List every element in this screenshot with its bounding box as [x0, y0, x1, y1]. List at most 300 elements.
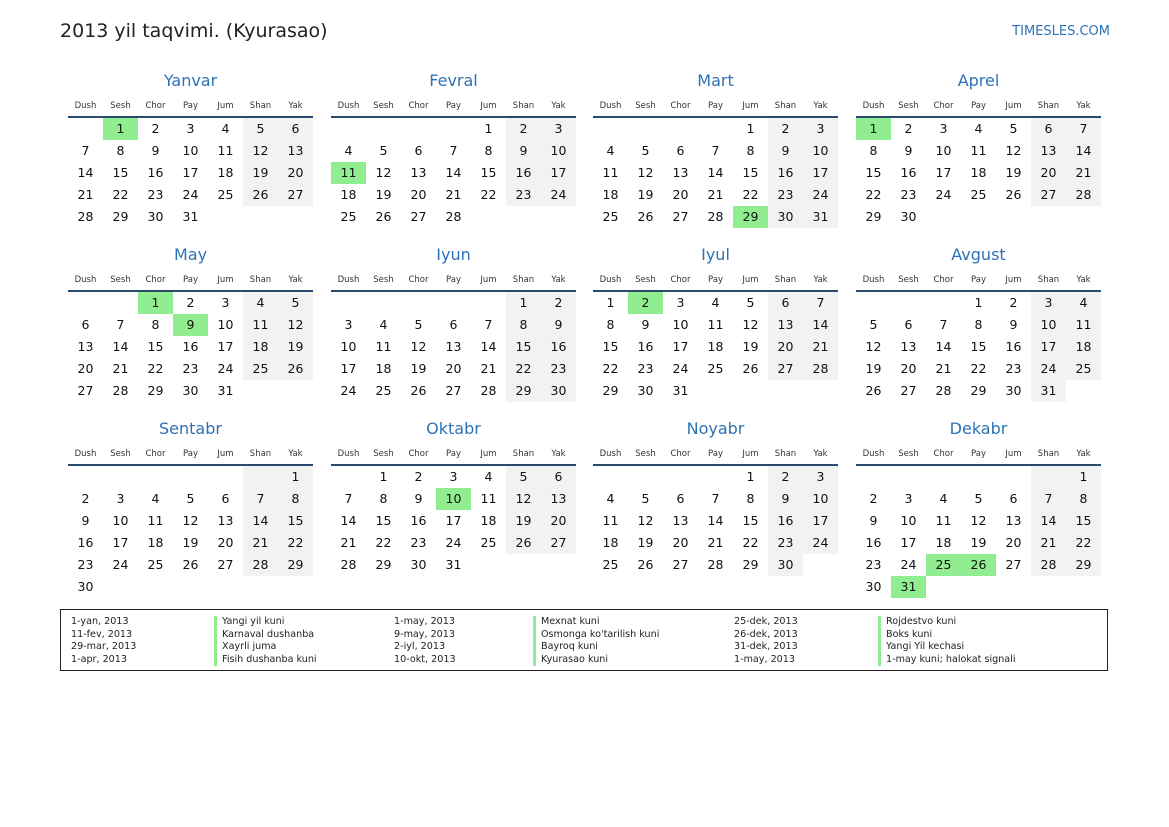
day-cell: 25 [217, 187, 234, 202]
day-cell: 9 [869, 513, 878, 528]
day-cell: 24 [672, 361, 689, 376]
legend-dates-column [71, 616, 136, 666]
day-cell: 12 [865, 339, 882, 354]
weekday-label: Sesh [373, 275, 394, 285]
day-cell: 4 [1066, 292, 1101, 314]
empty-day-cell [996, 466, 1031, 488]
day-cell: 20 [1005, 535, 1022, 550]
month-sentabr [68, 418, 313, 598]
weekday-label: Shan [249, 275, 272, 285]
weekday-label: Yak [551, 275, 566, 285]
empty-day-cell [331, 292, 366, 314]
empty-day-cell [593, 466, 628, 488]
legend-date: 26-dek, 2013 [734, 628, 798, 640]
day-cell: 19 [182, 535, 199, 550]
month-mart [593, 70, 838, 228]
weekday-label: Yak [813, 275, 828, 285]
day-cell: 7 [939, 317, 948, 332]
day-cell: 14 [480, 339, 497, 354]
day-cell: 13 [672, 513, 689, 528]
day-cell: 4 [379, 317, 388, 332]
day-cell: 21 [445, 187, 462, 202]
day-cell: 16 [410, 513, 427, 528]
empty-day-cell [891, 292, 926, 314]
day-cell: 19 [637, 187, 654, 202]
weekday-label: Dush [74, 101, 97, 111]
day-cell: 21 [803, 336, 838, 358]
day-cell: 10 [541, 140, 576, 162]
empty-day-cell [1066, 576, 1101, 598]
weekday-label: Chor [670, 101, 691, 111]
day-cell: 4 [151, 491, 160, 506]
day-cell: 25 [1066, 358, 1101, 380]
day-cell: 11 [935, 513, 952, 528]
day-cell: 6 [676, 143, 685, 158]
legend-holiday-name: Kyurasao kuni [533, 654, 659, 667]
month-name: Dekabr [949, 419, 1008, 438]
day-cell: 16 [147, 165, 164, 180]
empty-day-cell [103, 292, 138, 314]
site-link[interactable]: TIMESLES.COM [1012, 24, 1110, 39]
weekday-label: Shan [249, 101, 272, 111]
day-cell: 23 [410, 535, 427, 550]
day-cell: 25 [243, 358, 278, 380]
day-cell: 9 [506, 140, 541, 162]
day-cell: 7 [243, 488, 278, 510]
day-cell: 30 [637, 383, 654, 398]
day-cell: 15 [865, 165, 882, 180]
day-cell: 21 [340, 535, 357, 550]
empty-day-cell [593, 118, 628, 140]
day-cell: 29 [865, 209, 882, 224]
day-cell: 20 [541, 510, 576, 532]
day-cell: 29 [1066, 554, 1101, 576]
day-cell: 29 [742, 557, 759, 572]
day-cell: 20 [445, 361, 462, 376]
weekday-label: Chor [408, 449, 429, 459]
day-cell: 18 [480, 513, 497, 528]
weekday-label: Jum [1005, 275, 1022, 285]
day-cell: 11 [970, 143, 987, 158]
weekday-label: Pay [446, 449, 461, 459]
weekday-header-row [856, 99, 1101, 118]
day-cell: 8 [151, 317, 160, 332]
month-avgust [856, 244, 1101, 402]
day-cell: 3 [221, 295, 230, 310]
day-cell: 16 [637, 339, 654, 354]
day-cell: 12 [410, 339, 427, 354]
day-cell: 22 [742, 187, 759, 202]
empty-day-cell [856, 466, 891, 488]
day-cell: 13 [445, 339, 462, 354]
empty-day-cell [278, 576, 313, 598]
day-cell: 1 [1066, 466, 1101, 488]
day-cell: 27 [445, 383, 462, 398]
day-cell: 6 [449, 317, 458, 332]
weekday-label: Chor [933, 101, 954, 111]
weekday-label: Pay [708, 449, 723, 459]
day-cell: 26 [961, 554, 996, 576]
day-cell: 30 [1005, 383, 1022, 398]
weekday-label: Sesh [635, 101, 656, 111]
weekday-label: Dush [599, 275, 622, 285]
day-cell: 19 [865, 361, 882, 376]
empty-day-cell [926, 206, 961, 228]
day-cell: 12 [970, 513, 987, 528]
day-cell: 26 [278, 358, 313, 380]
empty-day-cell [331, 466, 366, 488]
weekday-label: Chor [408, 275, 429, 285]
day-cell: 21 [243, 532, 278, 554]
weekday-label: Pay [446, 101, 461, 111]
day-cell: 7 [803, 292, 838, 314]
weekday-label: Yak [813, 449, 828, 459]
day-cell: 9 [768, 140, 803, 162]
day-cell: 29 [970, 383, 987, 398]
day-cell: 26 [182, 557, 199, 572]
empty-day-cell [331, 118, 366, 140]
day-cell: 23 [77, 557, 94, 572]
days-grid [593, 118, 838, 228]
day-cell: 3 [344, 317, 353, 332]
day-cell: 24 [900, 557, 917, 572]
day-cell: 11 [480, 491, 497, 506]
weekday-label: Dush [74, 449, 97, 459]
day-cell: 4 [344, 143, 353, 158]
day-cell: 12 [637, 513, 654, 528]
legend-date: 29-mar, 2013 [71, 641, 137, 653]
day-cell: 6 [1009, 491, 1018, 506]
day-cell: 7 [1031, 488, 1066, 510]
day-cell: 22 [602, 361, 619, 376]
day-cell: 5 [641, 491, 650, 506]
empty-day-cell [961, 466, 996, 488]
empty-day-cell [243, 576, 278, 598]
empty-day-cell [733, 380, 768, 402]
day-cell: 18 [375, 361, 392, 376]
day-cell: 21 [707, 187, 724, 202]
day-cell: 25 [147, 557, 164, 572]
weekday-label: Sesh [110, 101, 131, 111]
day-cell: 5 [186, 491, 195, 506]
day-cell: 27 [1005, 557, 1022, 572]
day-cell: 17 [672, 339, 689, 354]
day-cell: 3 [116, 491, 125, 506]
day-cell: 20 [410, 187, 427, 202]
day-cell: 4 [606, 491, 615, 506]
day-cell: 5 [278, 292, 313, 314]
day-cell: 26 [742, 361, 759, 376]
day-cell: 27 [541, 532, 576, 554]
day-cell: 7 [711, 491, 720, 506]
empty-day-cell [803, 554, 838, 576]
weekday-label: Jum [480, 275, 497, 285]
day-cell: 17 [803, 162, 838, 184]
day-cell: 31 [1031, 380, 1066, 402]
day-cell: 24 [541, 184, 576, 206]
day-cell: 11 [147, 513, 164, 528]
weekday-header-row [593, 99, 838, 118]
day-cell: 29 [506, 380, 541, 402]
weekday-label: Jum [480, 101, 497, 111]
weekday-label: Dush [74, 275, 97, 285]
day-cell: 19 [278, 336, 313, 358]
weekday-label: Sesh [635, 275, 656, 285]
day-cell: 6 [1031, 118, 1066, 140]
day-cell: 13 [217, 513, 234, 528]
day-cell: 13 [541, 488, 576, 510]
weekday-label: Sesh [110, 449, 131, 459]
empty-day-cell [926, 292, 961, 314]
weekday-header-row [331, 99, 576, 118]
day-cell: 28 [935, 383, 952, 398]
day-cell: 29 [602, 383, 619, 398]
empty-day-cell [506, 554, 541, 576]
weekday-label: Pay [971, 101, 986, 111]
day-cell: 19 [970, 535, 987, 550]
day-cell: 9 [173, 314, 208, 336]
day-cell: 15 [278, 510, 313, 532]
day-cell: 25 [970, 187, 987, 202]
day-cell: 31 [672, 383, 689, 398]
legend-names-column [214, 616, 317, 666]
days-grid [856, 118, 1101, 228]
day-cell: 22 [147, 361, 164, 376]
weekday-label: Shan [774, 275, 797, 285]
day-cell: 3 [186, 121, 195, 136]
day-cell: 5 [414, 317, 423, 332]
day-cell: 15 [742, 513, 759, 528]
weekday-label: Sesh [373, 101, 394, 111]
day-cell: 1 [379, 469, 388, 484]
day-cell: 8 [606, 317, 615, 332]
days-grid [593, 466, 838, 576]
day-cell: 30 [865, 579, 882, 594]
day-cell: 30 [410, 557, 427, 572]
day-cell: 20 [672, 187, 689, 202]
day-cell: 2 [768, 466, 803, 488]
days-grid [331, 466, 576, 576]
day-cell: 14 [1066, 140, 1101, 162]
day-cell: 15 [1066, 510, 1101, 532]
empty-day-cell [243, 466, 278, 488]
day-cell: 31 [803, 206, 838, 228]
day-cell: 18 [602, 187, 619, 202]
day-cell: 16 [1005, 339, 1022, 354]
empty-day-cell [961, 576, 996, 598]
day-cell: 7 [116, 317, 125, 332]
days-grid [593, 292, 838, 402]
weekday-label: Yak [288, 275, 303, 285]
day-cell: 28 [77, 209, 94, 224]
month-name: Yanvar [163, 71, 218, 90]
weekday-label: Shan [774, 449, 797, 459]
day-cell: 21 [112, 361, 129, 376]
legend-names-column [533, 616, 659, 666]
day-cell: 30 [768, 206, 803, 228]
weekday-label: Chor [670, 275, 691, 285]
day-cell: 3 [803, 466, 838, 488]
day-cell: 28 [112, 383, 129, 398]
day-cell: 17 [900, 535, 917, 550]
empty-day-cell [628, 118, 663, 140]
month-fevral [331, 70, 576, 228]
day-cell: 4 [939, 491, 948, 506]
empty-day-cell [891, 466, 926, 488]
empty-day-cell [856, 292, 891, 314]
weekday-header-row [331, 273, 576, 292]
empty-day-cell [1031, 576, 1066, 598]
legend-holiday-name: Yangi yil kuni [214, 616, 317, 629]
day-cell: 10 [217, 317, 234, 332]
day-cell: 9 [541, 314, 576, 336]
day-cell: 19 [637, 535, 654, 550]
day-cell: 24 [935, 187, 952, 202]
day-cell: 5 [974, 491, 983, 506]
day-cell: 27 [768, 358, 803, 380]
day-cell: 28 [707, 557, 724, 572]
day-cell: 11 [375, 339, 392, 354]
day-cell: 19 [243, 162, 278, 184]
day-cell: 25 [480, 535, 497, 550]
weekday-label: Dush [337, 449, 360, 459]
day-cell: 21 [935, 361, 952, 376]
weekday-label: Chor [933, 275, 954, 285]
day-cell: 22 [1066, 532, 1101, 554]
empty-day-cell [138, 576, 173, 598]
day-cell: 2 [414, 469, 423, 484]
day-cell: 14 [243, 510, 278, 532]
day-cell: 10 [803, 488, 838, 510]
day-cell: 18 [243, 336, 278, 358]
day-cell: 5 [641, 143, 650, 158]
weekday-label: Dush [599, 449, 622, 459]
weekday-label: Dush [337, 101, 360, 111]
day-cell: 17 [935, 165, 952, 180]
day-cell: 26 [243, 184, 278, 206]
day-cell: 26 [410, 383, 427, 398]
day-cell: 19 [1005, 165, 1022, 180]
day-cell: 2 [628, 292, 663, 314]
day-cell: 19 [375, 187, 392, 202]
month-name: Mart [697, 71, 734, 90]
month-oktabr [331, 418, 576, 576]
weekday-label: Jum [742, 101, 759, 111]
legend-date: 31-dek, 2013 [734, 641, 798, 653]
day-cell: 28 [1066, 184, 1101, 206]
day-cell: 20 [768, 336, 803, 358]
weekday-label: Sesh [373, 449, 394, 459]
empty-day-cell [471, 206, 506, 228]
day-cell: 11 [217, 143, 234, 158]
weekday-label: Pay [708, 101, 723, 111]
day-cell: 30 [541, 380, 576, 402]
day-cell: 30 [77, 579, 94, 594]
month-aprel [856, 70, 1101, 228]
weekday-header-row [68, 99, 313, 118]
day-cell: 16 [865, 535, 882, 550]
day-cell: 20 [77, 361, 94, 376]
legend-date: 10-okt, 2013 [394, 653, 456, 665]
day-cell: 18 [707, 339, 724, 354]
day-cell: 17 [803, 510, 838, 532]
empty-day-cell [243, 380, 278, 402]
day-cell: 24 [445, 535, 462, 550]
weekday-label: Pay [971, 275, 986, 285]
day-cell: 6 [221, 491, 230, 506]
day-cell: 8 [869, 143, 878, 158]
day-cell: 24 [182, 187, 199, 202]
day-cell: 22 [970, 361, 987, 376]
day-cell: 14 [707, 165, 724, 180]
day-cell: 18 [340, 187, 357, 202]
legend-holiday-name: Bayroq kuni [533, 641, 659, 654]
day-cell: 3 [1031, 292, 1066, 314]
empty-day-cell [628, 466, 663, 488]
day-cell: 14 [445, 165, 462, 180]
day-cell: 27 [77, 383, 94, 398]
day-cell: 1 [278, 466, 313, 488]
day-cell: 3 [541, 118, 576, 140]
empty-day-cell [138, 466, 173, 488]
day-cell: 24 [1031, 358, 1066, 380]
legend-names-column [878, 616, 1016, 666]
day-cell: 22 [506, 358, 541, 380]
empty-day-cell [173, 466, 208, 488]
day-cell: 17 [1031, 336, 1066, 358]
day-cell: 9 [904, 143, 913, 158]
day-cell: 26 [865, 383, 882, 398]
weekday-label: Jum [1005, 449, 1022, 459]
weekday-label: Chor [408, 101, 429, 111]
days-grid [68, 118, 313, 228]
day-cell: 13 [278, 140, 313, 162]
day-cell: 13 [900, 339, 917, 354]
month-name: Avgust [951, 245, 1006, 264]
day-cell: 29 [112, 209, 129, 224]
day-cell: 23 [768, 184, 803, 206]
weekday-label: Shan [1037, 275, 1060, 285]
day-cell: 7 [81, 143, 90, 158]
weekday-label: Yak [288, 101, 303, 111]
day-cell: 10 [340, 339, 357, 354]
empty-day-cell [663, 118, 698, 140]
empty-day-cell [103, 466, 138, 488]
day-cell: 9 [1009, 317, 1018, 332]
day-cell: 12 [278, 314, 313, 336]
day-cell: 13 [1031, 140, 1066, 162]
day-cell: 23 [865, 557, 882, 572]
day-cell: 27 [278, 184, 313, 206]
day-cell: 1 [138, 292, 173, 314]
weekday-label: Jum [217, 275, 234, 285]
weekday-label: Sesh [635, 449, 656, 459]
day-cell: 21 [1066, 162, 1101, 184]
legend-dates-column [394, 616, 456, 666]
day-cell: 10 [436, 488, 471, 510]
empty-day-cell [803, 380, 838, 402]
weekday-label: Jum [217, 449, 234, 459]
day-cell: 20 [900, 361, 917, 376]
day-cell: 29 [147, 383, 164, 398]
day-cell: 2 [186, 295, 195, 310]
month-name: Aprel [957, 71, 1000, 90]
day-cell: 14 [935, 339, 952, 354]
day-cell: 4 [606, 143, 615, 158]
empty-day-cell [103, 576, 138, 598]
weekday-label: Pay [708, 275, 723, 285]
day-cell: 28 [340, 557, 357, 572]
